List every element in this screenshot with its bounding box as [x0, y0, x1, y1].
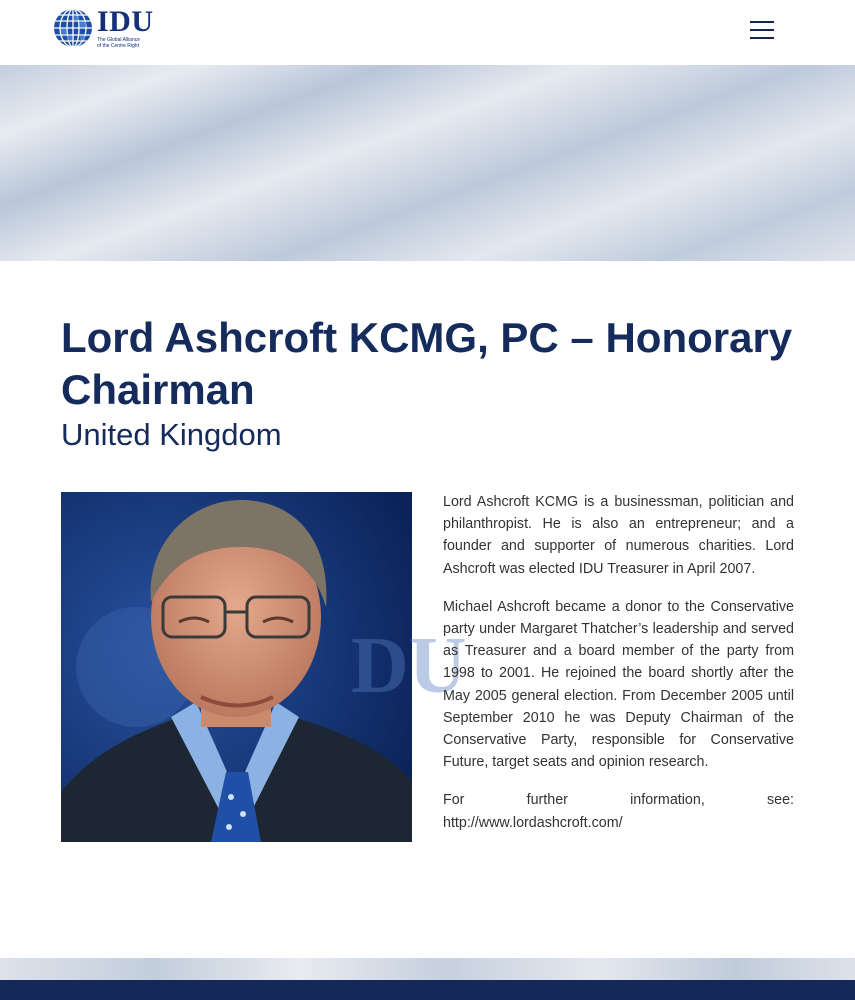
globe-icon	[53, 8, 93, 48]
bio-further-info	[443, 789, 794, 833]
logo-tagline-line1: The Global Alliance	[97, 37, 141, 43]
hero-banner	[0, 65, 855, 261]
biography	[443, 491, 794, 850]
further-info-label: For further information, see:	[443, 792, 794, 809]
idu-logo[interactable]	[53, 5, 163, 52]
footer-gradient-strip	[0, 958, 855, 980]
page-title: Lord Ashcroft KCMG, PC – Honorary Chairman	[61, 314, 793, 413]
bio-paragraph-2: Michael Ashcroft became a donor to the Conservative party under Margaret Thatcher’s leadership and served as Treasurer and a board member of the party from 1998 to 2001. He rejoined the board shortly after the May 2005 general election. From December 2005 until September 2010 he was Deputy Chairman of the Conservative Party, responsible for Conservative Future, target seats and opinion research.	[443, 598, 794, 771]
footer-bar	[0, 980, 855, 1000]
site-header	[0, 0, 855, 65]
further-info-link[interactable]: http://www.lordashcroft.com/	[443, 814, 623, 831]
svg-text:DU: DU	[351, 622, 467, 710]
country-subtitle: United Kingdom	[61, 417, 282, 452]
logo-tagline-line2: of the Centre Right	[97, 43, 139, 49]
portrait-illustration	[61, 492, 467, 842]
hamburger-menu-icon[interactable]	[748, 19, 776, 41]
portrait-photo	[61, 492, 467, 842]
logo-tagline	[97, 37, 157, 49]
bio-paragraph-1: Lord Ashcroft KCMG is a businessman, politician and philanthropist. He is also an entrepreneur; and a founder and supporter of numerous charities. Lord Ashcroft was elected IDU Treasurer in April 2007.	[443, 494, 794, 577]
logo-wordmark: IDU	[97, 5, 154, 38]
